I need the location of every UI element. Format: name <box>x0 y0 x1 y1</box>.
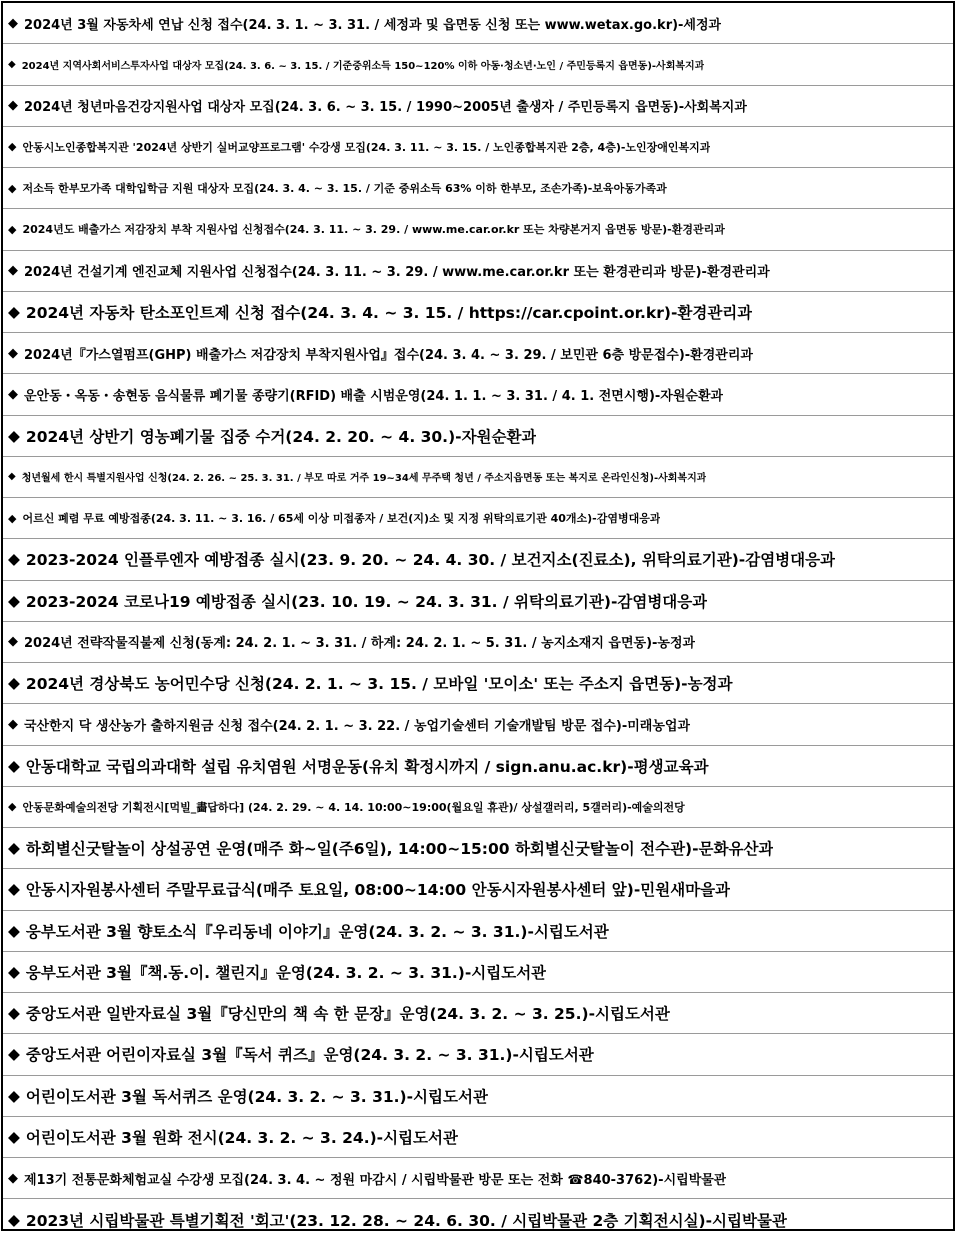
notice-item <box>3 828 953 869</box>
notice-item <box>3 3 953 44</box>
notice-item-text: 중앙도서관 일반자료실 3월『당신만의 책 속 한 문장』운영(24. 3. 2. ~ 3. 25.)-시립도서관 <box>25 1005 670 1024</box>
diamond-bullet-icon: ◆ <box>8 15 18 31</box>
notice-item <box>3 292 953 333</box>
diamond-bullet-icon: ◆ <box>8 1170 18 1186</box>
notice-item <box>3 663 953 704</box>
notice-item-text: 운안동・옥동・송현동 음식물류 폐기물 종량기(RFID) 배출 시범운영(24. 1. 1. ~ 3. 31. / 4. 1. 전면시행)-자원순환과 <box>24 388 724 404</box>
notice-item-text: 2023-2024 인플루엔자 예방접종 실시(23. 9. 20. ~ 24. 4. 30. / 보건지소(진료소), 위탁의료기관)-감염병대응과 <box>25 551 836 570</box>
diamond-bullet-icon: ◆ <box>8 800 17 814</box>
notice-item-text: 하회별신굿탈놀이 상설공연 운영(매주 화~일(주6일), 14:00~15:00 하회별신굿탈놀이 전수관)-문화유산과 <box>25 840 774 859</box>
notice-item <box>3 374 953 415</box>
notice-item <box>3 787 953 828</box>
diamond-bullet-icon: ◆ <box>8 302 20 321</box>
notice-item-text: 2024년『가스열펌프(GHP) 배출가스 저감장치 부착지원사업』접수(24. 3. 4. ~ 3. 29. / 보민관 6층 방문접수)-환경관리과 <box>24 347 753 363</box>
notice-item <box>3 911 953 952</box>
notice-item-text: 2024년 경상북도 농어민수당 신청(24. 2. 1. ~ 3. 15. / 모바일 '모이소' 또는 주소지 읍면동)-농정과 <box>25 675 733 694</box>
notice-item <box>3 1199 953 1240</box>
notice-item-text: 2024년 청년마음건강지원사업 대상자 모집(24. 3. 6. ~ 3. 15. / 1990~2005년 출생자 / 주민등록지 읍면동)-사회복지과 <box>24 100 747 116</box>
diamond-bullet-icon: ◆ <box>8 1127 20 1146</box>
diamond-bullet-icon: ◆ <box>8 222 17 236</box>
diamond-bullet-icon: ◆ <box>8 140 17 154</box>
notice-list <box>3 3 953 1241</box>
notice-item-text: 웅부도서관 3월『책.동.이. 챌린지』운영(24. 3. 2. ~ 3. 31.)-시립도서관 <box>25 963 547 982</box>
notice-item-text: 2024년 자동차 탄소포인트제 신청 접수(24. 3. 4. ~ 3. 15. / https://car.cpoint.or.kr)-환경관리과 <box>25 303 753 322</box>
notice-item <box>3 416 953 457</box>
notice-item-text: 2024년 3월 자동차세 연납 신청 접수(24. 3. 1. ~ 3. 31. / 세정과 및 읍면동 신청 또는 www.wetax.go.kr)-세정과 <box>24 17 722 33</box>
diamond-bullet-icon: ◆ <box>8 1045 20 1064</box>
notice-item <box>3 251 953 292</box>
notice-board <box>1 1 955 1231</box>
diamond-bullet-icon: ◆ <box>8 921 20 940</box>
diamond-bullet-icon: ◆ <box>8 634 18 650</box>
notice-item <box>3 127 953 168</box>
diamond-bullet-icon: ◆ <box>8 426 20 445</box>
diamond-bullet-icon: ◆ <box>8 386 18 402</box>
diamond-bullet-icon: ◆ <box>8 181 17 195</box>
diamond-bullet-icon: ◆ <box>8 98 18 114</box>
notice-item-text: 2023-2024 코로나19 예방접종 실시(23. 10. 19. ~ 24. 3. 31. / 위탁의료기관)-감염병대응과 <box>25 592 708 611</box>
notice-item <box>3 457 953 498</box>
diamond-bullet-icon: ◆ <box>8 471 16 483</box>
diamond-bullet-icon: ◆ <box>8 674 20 693</box>
diamond-bullet-icon: ◆ <box>8 58 16 70</box>
notice-item <box>3 622 953 663</box>
notice-item-text: 저소득 한부모가족 대학입학금 지원 대상자 모집(24. 3. 4. ~ 3. 15. / 기준 중위소득 63% 이하 한부모, 조손가족)-보육아동가족과 <box>22 182 667 196</box>
notice-item <box>3 333 953 374</box>
notice-item-text: 제13기 전통문화체험교실 수강생 모집(24. 3. 4. ~ 정원 마감시 / 시립박물관 방문 또는 전화 ☎840-3762)-시립박물관 <box>24 1172 727 1188</box>
notice-item <box>3 581 953 622</box>
notice-item <box>3 498 953 539</box>
diamond-bullet-icon: ◆ <box>8 1210 20 1229</box>
diamond-bullet-icon: ◆ <box>8 1004 20 1023</box>
diamond-bullet-icon: ◆ <box>8 962 20 981</box>
notice-item <box>3 86 953 127</box>
diamond-bullet-icon: ◆ <box>8 1086 20 1105</box>
notice-item-text: 청년월세 한시 특별지원사업 신청(24. 2. 26. ~ 25. 3. 31. / 부모 따로 거주 19~34세 무주택 청년 / 주소지읍면동 또는 복지로 온라인신청)-사회복지과 <box>21 473 707 485</box>
notice-item-text: 안동시노인종합복지관 '2024년 상반기 실버교양프로그램' 수강생 모집(24. 3. 11. ~ 3. 15. / 노인종합복지관 2층, 4층)-노인장애인복지과 <box>22 140 711 154</box>
diamond-bullet-icon: ◆ <box>8 839 20 858</box>
notice-item-text: 웅부도서관 3월 향토소식『우리동네 이야기』운영(24. 3. 2. ~ 3. 31.)-시립도서관 <box>25 922 609 941</box>
notice-item <box>3 704 953 745</box>
notice-item-text: 2023년 시립박물관 특별기획전 '회고'(23. 12. 28. ~ 24. 6. 30. / 시립박물관 2층 기획전시실)-시립박물관 <box>25 1211 787 1230</box>
notice-item <box>3 539 953 580</box>
notice-item-text: 안동문화예술의전당 기획전시[먹빌_畵답하다] (24. 2. 29. ~ 4. 14. 10:00~19:00(월요일 휴관)/ 상설갤러리, 5갤러리)-예술의전당 <box>22 800 685 814</box>
diamond-bullet-icon: ◆ <box>8 716 18 732</box>
notice-item <box>3 1076 953 1117</box>
diamond-bullet-icon: ◆ <box>8 880 20 899</box>
notice-item <box>3 44 953 85</box>
diamond-bullet-icon: ◆ <box>8 591 20 610</box>
notice-item-text: 2024년 전략작물직불제 신청(동계: 24. 2. 1. ~ 3. 31. / 하계: 24. 2. 1. ~ 5. 31. / 농지소재지 읍면동)-농정과 <box>24 636 696 652</box>
notice-item-text: 2024년도 배출가스 저감장치 부착 지원사업 신청접수(24. 3. 11. ~ 3. 29. / www.me.car.or.kr 또는 차량본거지 읍면동 방문)-환경관리과 <box>22 223 725 237</box>
notice-item <box>3 993 953 1034</box>
notice-item-text: 어린이도서관 3월 독서퀴즈 운영(24. 3. 2. ~ 3. 31.)-시립도서관 <box>25 1087 488 1106</box>
notice-item <box>3 869 953 910</box>
notice-item <box>3 168 953 209</box>
notice-item <box>3 209 953 250</box>
notice-item-text: 중앙도서관 어린이자료실 3월『독서 퀴즈』운영(24. 3. 2. ~ 3. 31.)-시립도서관 <box>25 1046 594 1065</box>
notice-item-text: 2024년 지역사회서비스투자사업 대상자 모집(24. 3. 6. ~ 3. 15. / 기준중위소득 150~120% 이하 아동·청소년·노인 / 주민등록지 읍면동)-사회복지과 <box>21 60 705 72</box>
diamond-bullet-icon: ◆ <box>8 550 20 569</box>
notice-item <box>3 1034 953 1075</box>
notice-item-text: 2024년 상반기 영농폐기물 집중 수거(24. 2. 20. ~ 4. 30.)-자원순환과 <box>25 427 537 446</box>
notice-item <box>3 1117 953 1158</box>
notice-item-text: 안동대학교 국립의과대학 설립 유치염원 서명운동(유치 확정시까지 / sign.anu.ac.kr)-평생교육과 <box>25 757 709 776</box>
notice-item <box>3 952 953 993</box>
notice-item-text: 어르신 폐렴 무료 예방접종(24. 3. 11. ~ 3. 16. / 65세 이상 미접종자 / 보건(지)소 및 지정 위탁의료기관 40개소)-감염병대응과 <box>22 512 661 526</box>
notice-item-text: 어린이도서관 3월 원화 전시(24. 3. 2. ~ 3. 24.)-시립도서관 <box>25 1128 458 1147</box>
diamond-bullet-icon: ◆ <box>8 263 18 279</box>
notice-item-text: 국산한지 닥 생산농가 출하지원금 신청 접수(24. 2. 1. ~ 3. 22. / 농업기술센터 기술개발팀 방문 접수)-미래농업과 <box>24 718 691 734</box>
notice-item-text: 안동시자원봉사센터 주말무료급식(매주 토요일, 08:00~14:00 안동시자원봉사센터 앞)-민원새마을과 <box>25 881 731 900</box>
diamond-bullet-icon: ◆ <box>8 756 20 775</box>
diamond-bullet-icon: ◆ <box>8 345 18 361</box>
notice-item <box>3 1158 953 1199</box>
notice-item <box>3 746 953 787</box>
notice-item-text: 2024년 건설기계 엔진교체 지원사업 신청접수(24. 3. 11. ~ 3. 29. / www.me.car.or.kr 또는 환경관리과 방문)-환경관리과 <box>24 265 770 281</box>
diamond-bullet-icon: ◆ <box>8 511 17 525</box>
